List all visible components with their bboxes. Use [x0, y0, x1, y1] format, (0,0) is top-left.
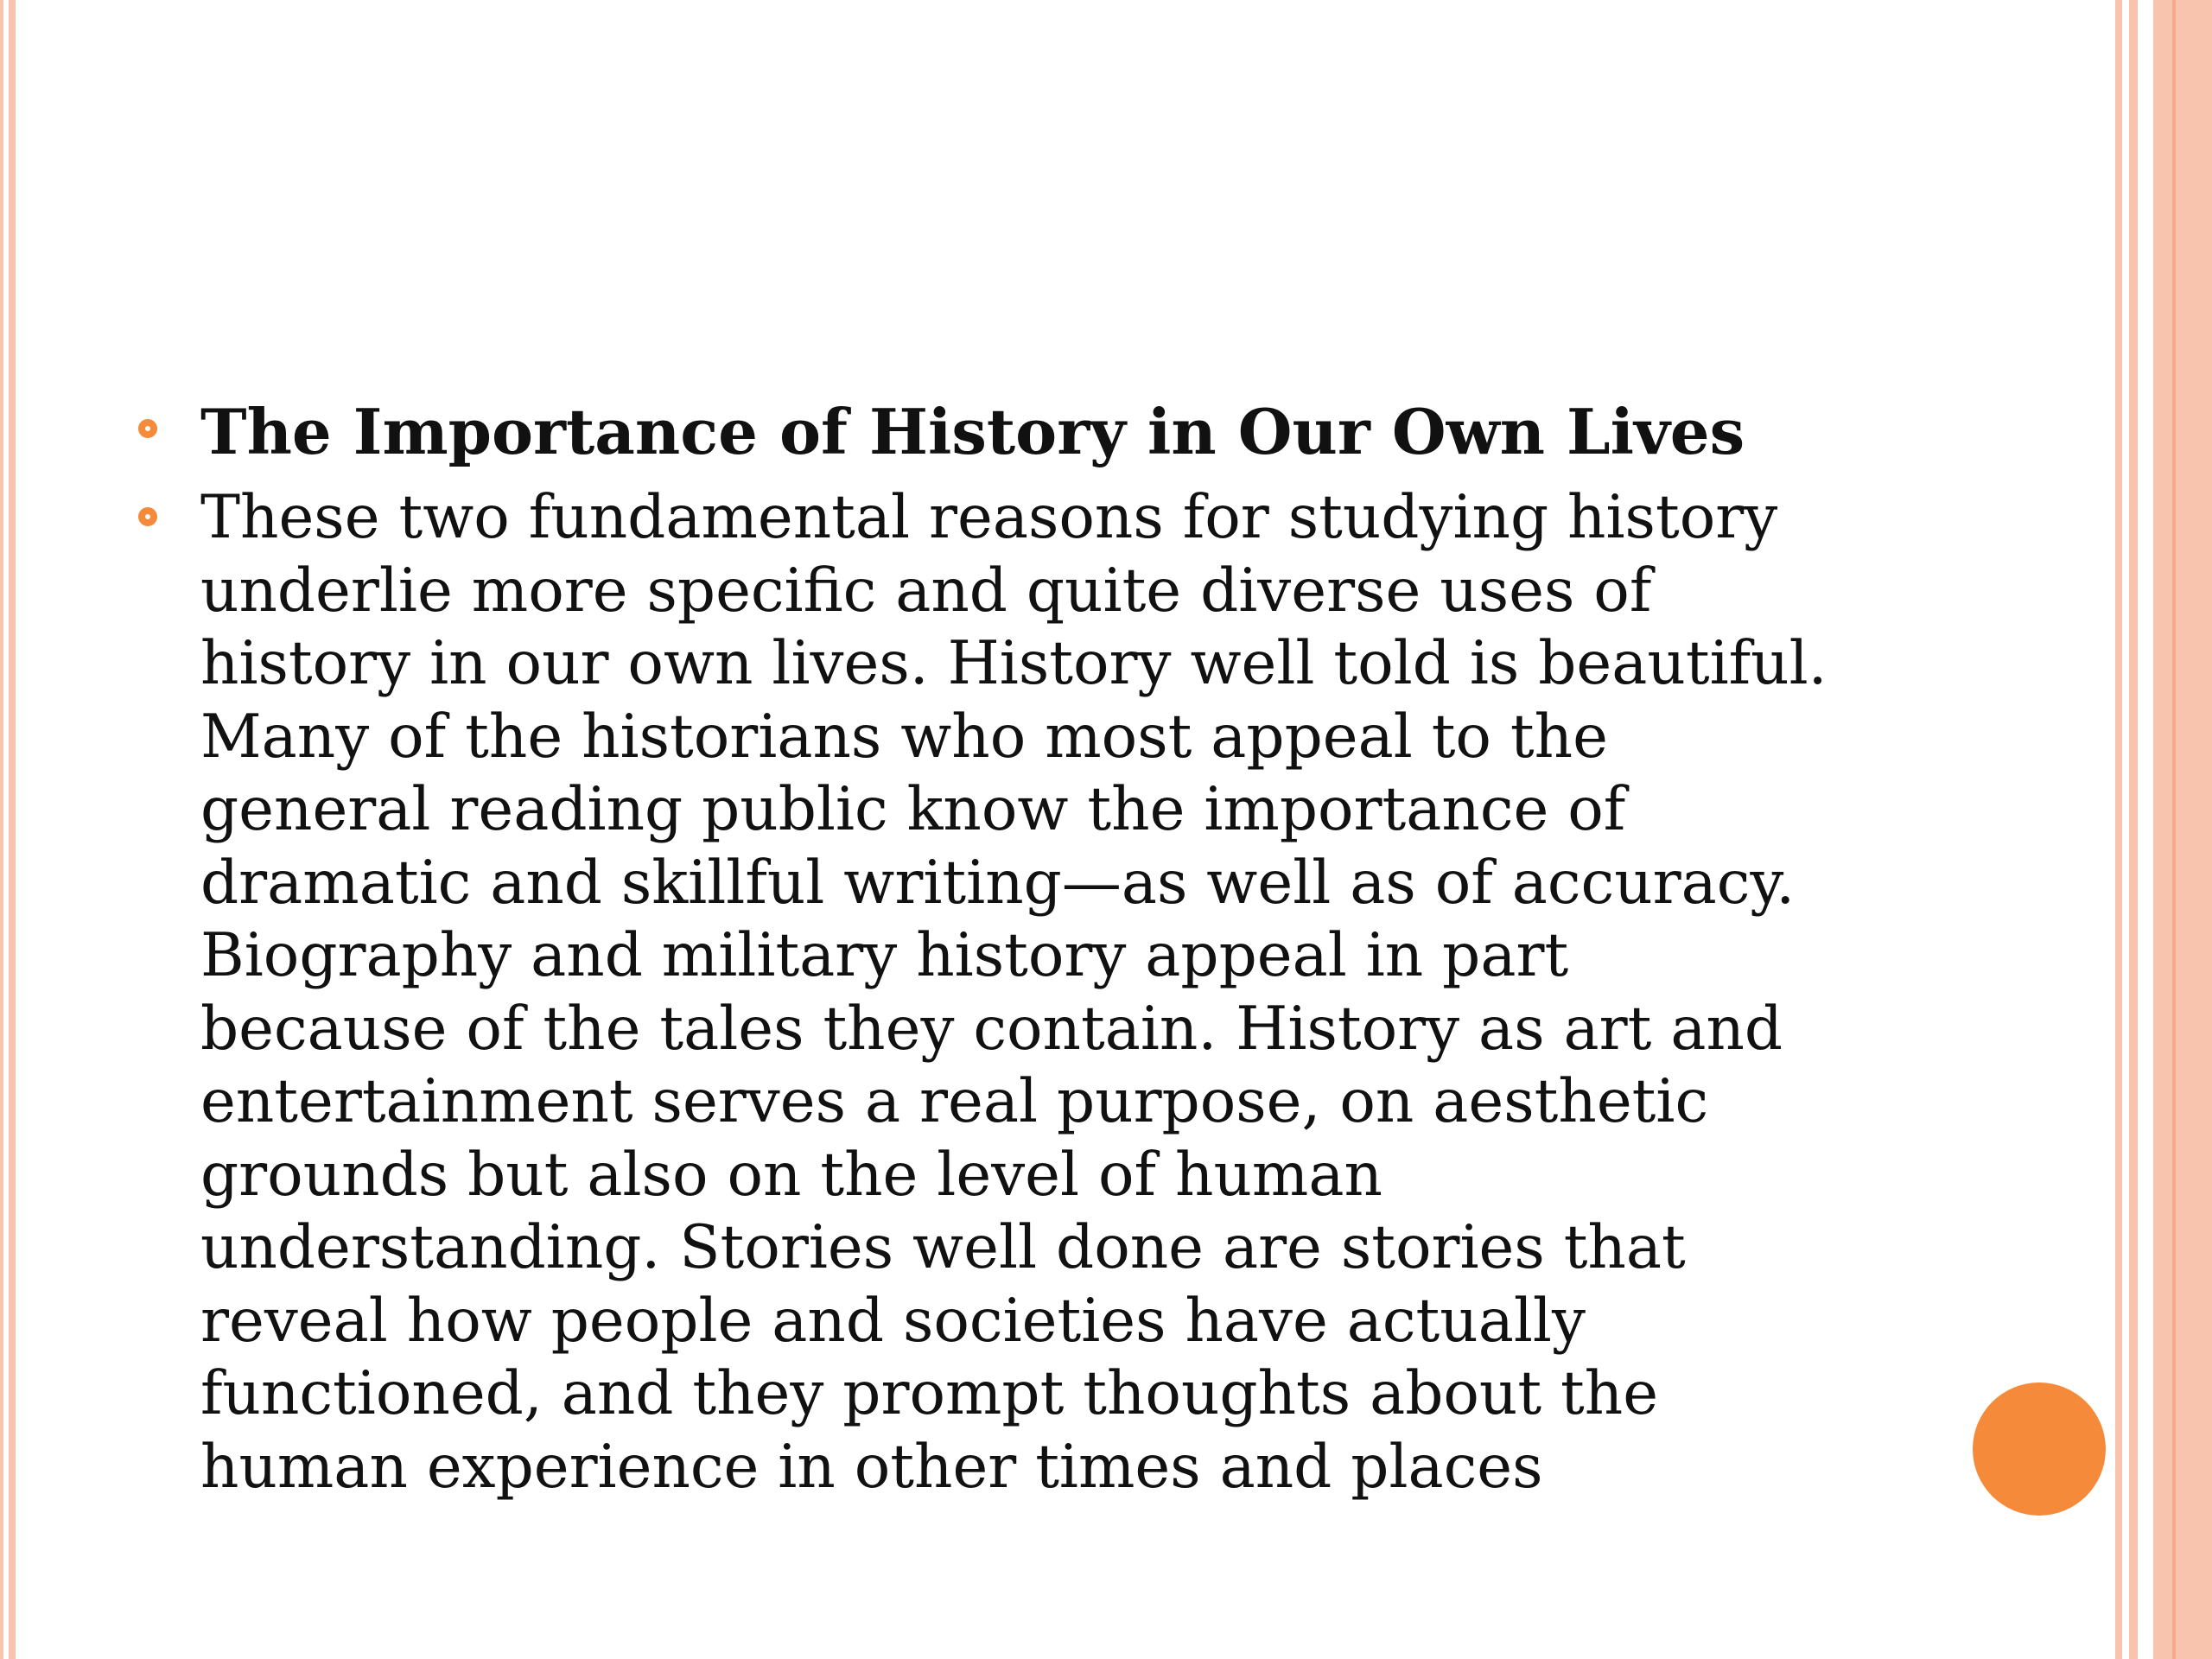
body-line: because of the tales they contain. History as art and [200, 994, 1783, 1064]
right-decorative-band [2115, 0, 2212, 1659]
right-band-stripe-2 [2129, 0, 2138, 1659]
body-line: Many of the historians who most appeal to the [200, 702, 1608, 772]
body-line: understanding. Stories well done are stories that [200, 1213, 1686, 1282]
slide-content [138, 385, 2074, 1503]
right-band-stripe-1 [2115, 0, 2122, 1659]
bullet-title [138, 385, 2074, 480]
right-band-fill [2153, 0, 2212, 1659]
hollow-circle-bullet-icon [138, 419, 157, 438]
body-line: grounds but also on the level of human [200, 1140, 1382, 1210]
bullet-body [138, 481, 2074, 1503]
right-band-gap-2 [2138, 0, 2153, 1659]
body-line: dramatic and skillful writing—as well as of accuracy. [200, 848, 1796, 918]
body-line: Biography and military history appeal in part [200, 921, 1569, 990]
right-band-inner-stripe [2172, 0, 2176, 1659]
right-band-gap-1 [2122, 0, 2129, 1659]
body-line: general reading public know the importance of [200, 775, 1626, 844]
body-line: human experience in other times and places [200, 1432, 1543, 1502]
body-line: reveal how people and societies have actually [200, 1286, 1586, 1356]
left-border-edge [0, 0, 3, 1659]
slide-title: The Importance of History in Our Own Lives [200, 395, 1745, 468]
body-line: underlie more specific and quite diverse uses of [200, 556, 1652, 626]
body-line: history in our own lives. History well told is beautiful. [200, 629, 1827, 698]
body-line: entertainment serves a real purpose, on aesthetic [200, 1067, 1709, 1136]
left-border-stripe [9, 0, 16, 1659]
body-line: These two fundamental reasons for studying history [200, 483, 1778, 552]
hollow-circle-bullet-icon [138, 507, 157, 526]
body-line: functioned, and they prompt thoughts about the [200, 1359, 1659, 1428]
body-paragraph [200, 481, 2074, 1503]
